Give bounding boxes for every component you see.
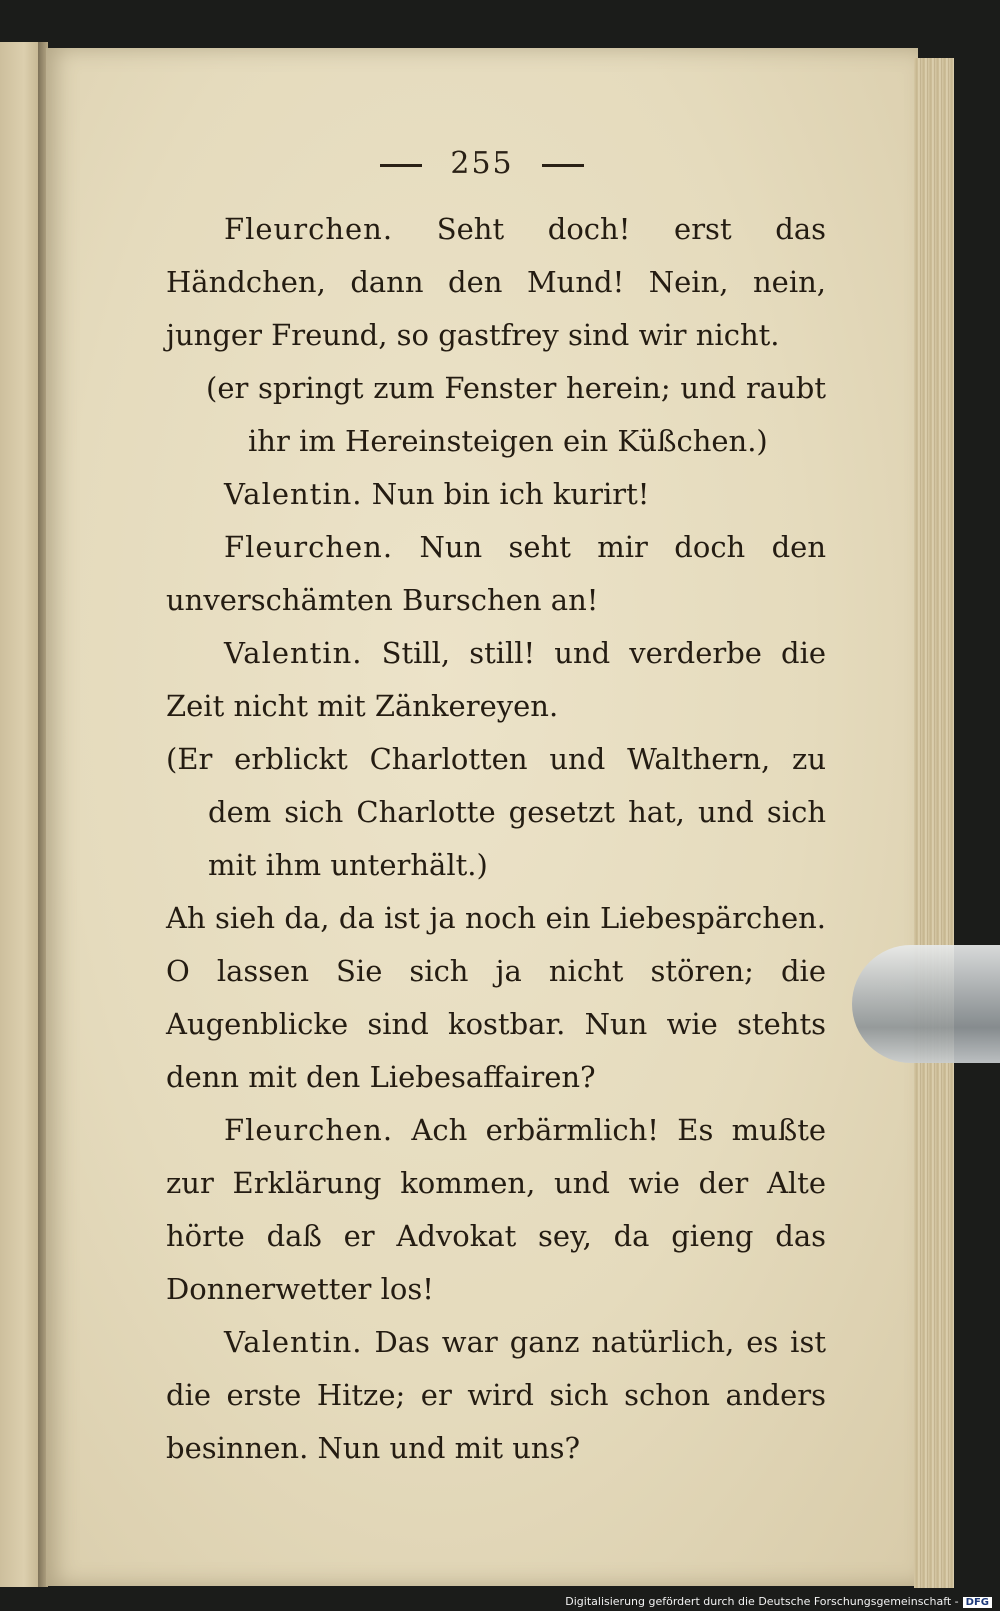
header-dash-right — [514, 146, 612, 181]
page-edges — [914, 58, 954, 1588]
dialogue-continuation: Ah sieh da, da ist ja noch ein Liebespärchen. O lassen Sie sich ja nicht stören; die Augenblicke sind kostbar. Nun wie stehts denn mit den Liebesaffairen? — [166, 901, 826, 1094]
dialogue-paragraph — [166, 1316, 826, 1475]
speaker-name: Valentin. — [224, 636, 363, 670]
footer-text: Digitalisierung gefördert durch die Deutsche Forschungsgemeinschaft - — [565, 1595, 959, 1608]
header-dash-left — [352, 146, 450, 181]
dialogue-text: Nun seht mir doch den unverschämten Burschen an! — [166, 530, 827, 617]
dialogue-text: Nun bin ich kurirt! — [371, 477, 650, 511]
footer-credit — [563, 1594, 994, 1609]
page-number: 255 — [450, 146, 514, 181]
stage-direction: (Er erblickt Charlotten und Walthern, zu dem sich Charlotte gesetzt hat, und sich mit ihm unterhält.) — [166, 742, 826, 882]
dialogue-text: Ach erbärmlich! Es mußte zur Erklärung kommen, und wie der Alte hörte daß er Advokat sey, da gieng das Donnerwetter los! — [166, 1113, 827, 1306]
stage-direction: (er springt zum Fenster herein; und raubt ihr im Hereinsteigen ein Küßchen.) — [206, 371, 826, 458]
dialogue-text: Das war ganz natürlich, es ist die erste Hitze; er wird sich schon anders besinnen. Nun und mit uns? — [166, 1325, 826, 1465]
page-clip-tab — [852, 945, 1000, 1063]
dialogue-text: Still, still! und verderbe die Zeit nicht mit Zänkereyen. — [166, 636, 827, 723]
dfg-logo: DFG — [963, 1597, 992, 1608]
dialogue-paragraph — [166, 203, 826, 362]
speaker-name: Fleurchen. — [224, 530, 394, 564]
speaker-name: Fleurchen. — [224, 1113, 394, 1147]
dialogue-paragraph — [166, 521, 826, 627]
book-page — [46, 48, 918, 1586]
dialogue-paragraph — [166, 1104, 826, 1316]
dialogue-paragraph — [166, 468, 826, 521]
left-page-edge — [0, 42, 40, 1587]
page-header — [46, 146, 918, 181]
speaker-name: Fleurchen. — [224, 212, 394, 246]
speaker-name: Valentin. — [224, 1325, 363, 1359]
page-body — [166, 203, 826, 1475]
dialogue-paragraph — [166, 627, 826, 733]
speaker-name: Valentin. — [224, 477, 363, 511]
dialogue-text: Seht doch! erst das Händchen, dann den Mund! Nein, nein, junger Freund, so gastfrey sind wir nicht. — [166, 212, 826, 352]
